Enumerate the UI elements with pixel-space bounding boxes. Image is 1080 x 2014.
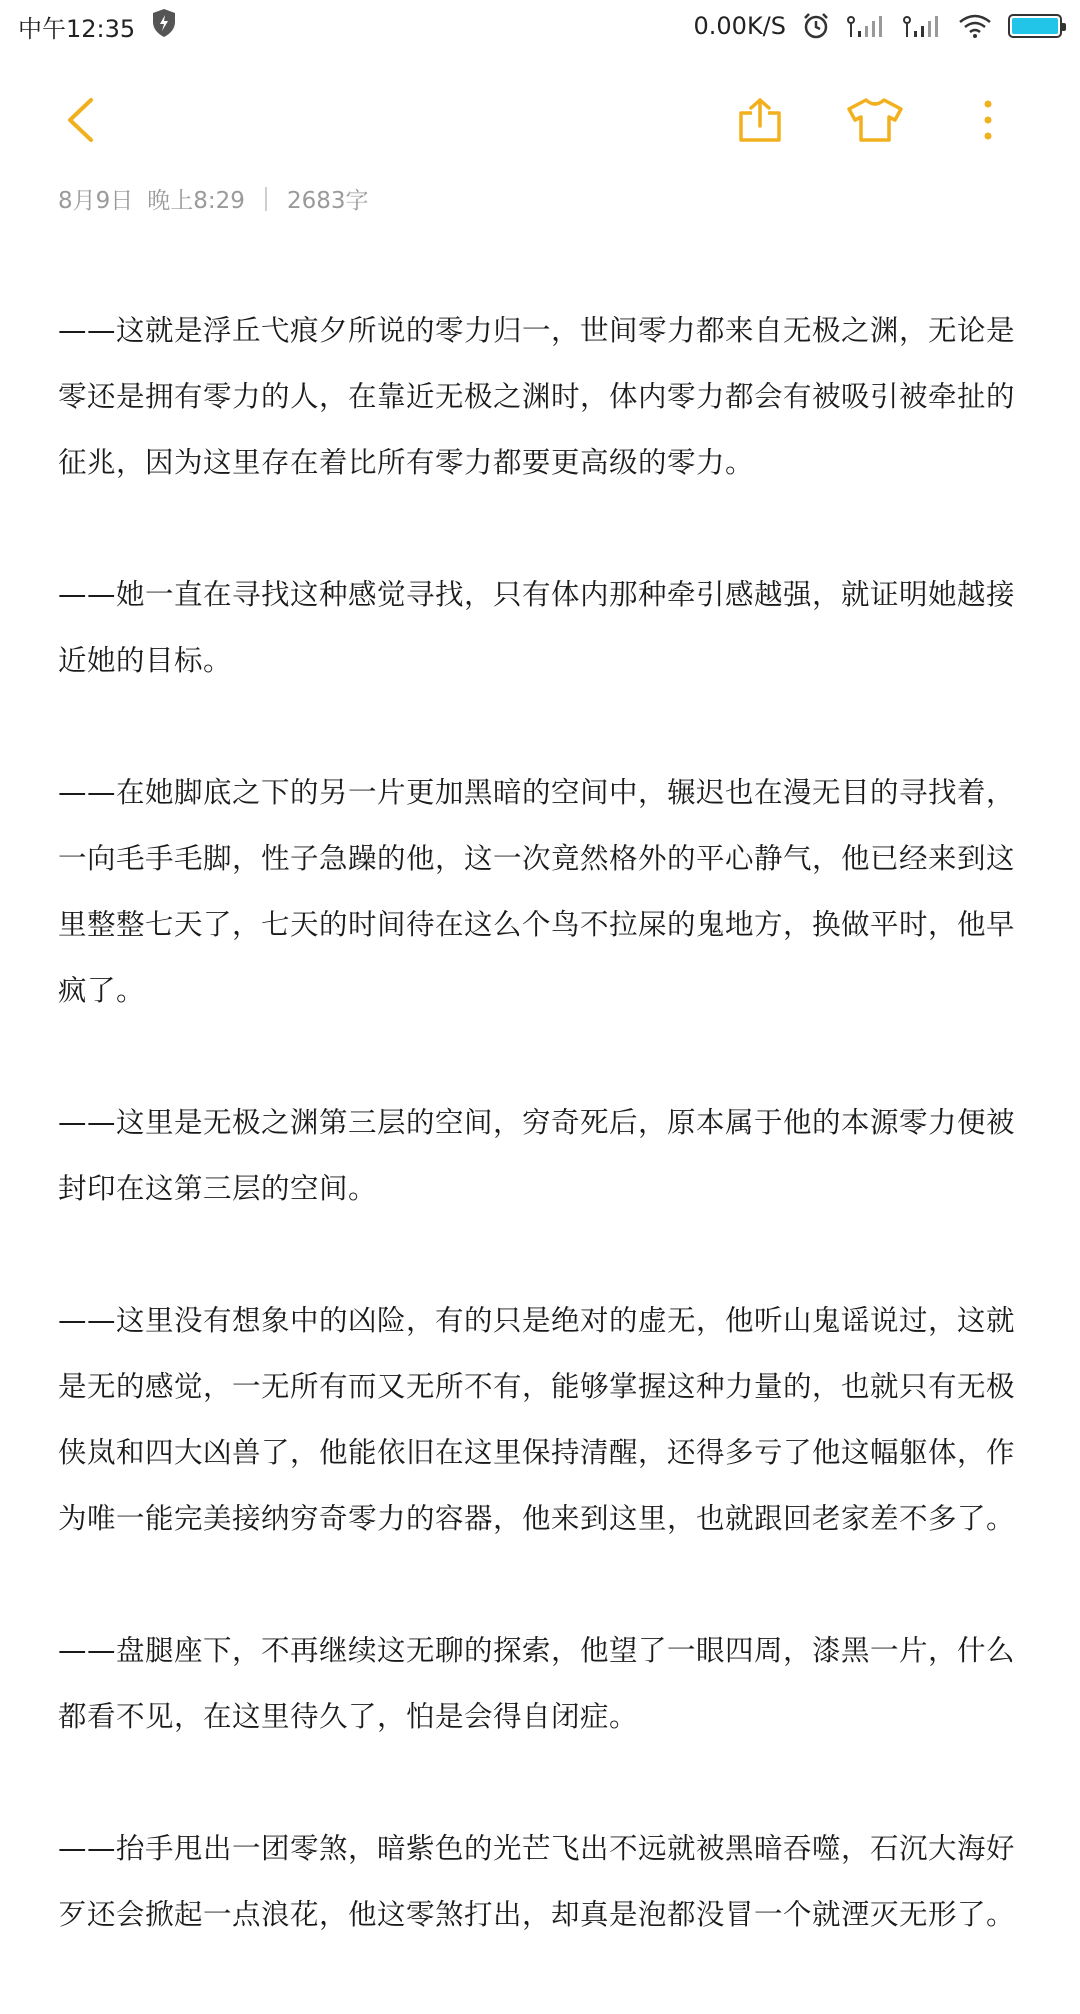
paragraph[interactable]: ——这里没有想象中的凶险，有的只是绝对的虚无，他听山鬼谣说过，这就是无的感觉，一无所有而又无所不有，能够掌握这种力量的，也就只有无极侠岚和四大凶兽了，他能依旧在这里保持清醒，还得多亏了他这幅躯体，作为唯一能完美接纳穷奇零力的容器，他来到这里，也就跟回老家差不多了。 <box>58 1304 1016 1535</box>
chevron-left-icon <box>65 97 95 143</box>
battery-icon <box>1008 14 1062 38</box>
status-time: 中午12:35 <box>18 14 136 43</box>
note-date: 8月9日 <box>58 188 134 214</box>
alarm-icon <box>802 12 830 40</box>
paragraph[interactable]: ——她一直在寻找这种感觉寻找，只有体内那种牵引感越强，就证明她越接近她的目标。 <box>58 578 1016 677</box>
note-toolbar <box>0 80 1080 160</box>
net-speed: 0.00K/S <box>693 12 786 40</box>
note-meta <box>58 182 368 215</box>
share-icon <box>737 97 783 143</box>
share-button[interactable] <box>728 80 792 160</box>
back-button[interactable] <box>50 80 110 160</box>
more-options-button[interactable] <box>968 80 1008 160</box>
theme-skin-button[interactable] <box>840 80 910 160</box>
more-vertical-icon <box>983 99 993 141</box>
shield-icon <box>151 8 177 44</box>
paragraph[interactable]: ——在她脚底之下的另一片更加黑暗的空间中，辗迟也在漫无目的寻找着，一向毛手毛脚，性子急躁的他，这一次竟然格外的平心静气，他已经来到这里整整七天了，七天的时间待在这么个鸟不拉屎的鬼地方，换做平时，他早疯了。 <box>58 776 1016 1007</box>
signal-1-icon <box>846 13 886 39</box>
status-left <box>18 8 177 44</box>
signal-2-icon <box>902 13 942 39</box>
tshirt-icon <box>846 97 904 143</box>
note-content[interactable] <box>58 298 1026 2014</box>
meta-divider <box>265 187 267 211</box>
wifi-icon <box>958 13 992 39</box>
status-bar <box>0 0 1080 52</box>
status-right <box>694 12 1063 40</box>
paragraph[interactable]: ——这里是无极之渊第三层的空间，穷奇死后，原本属于他的本源零力便被封印在这第三层的空间。 <box>58 1106 1016 1205</box>
paragraph[interactable]: ——盘腿座下，不再继续这无聊的探索，他望了一眼四周，漆黑一片，什么都看不见，在这里待久了，怕是会得自闭症。 <box>58 1634 1016 1733</box>
battery-level <box>1012 18 1058 34</box>
note-time: 晚上8:29 <box>147 188 245 214</box>
word-count: 2683字 <box>286 188 369 214</box>
paragraph[interactable]: ——这就是浮丘弋痕夕所说的零力归一，世间零力都来自无极之渊，无论是零还是拥有零力的人，在靠近无极之渊时，体内零力都会有被吸引被牵扯的征兆，因为这里存在着比所有零力都要更高级的零力。 <box>58 314 1016 479</box>
paragraph[interactable]: ——抬手甩出一团零煞，暗紫色的光芒飞出不远就被黑暗吞噬，石沉大海好歹还会掀起一点浪花，他这零煞打出，却真是泡都没冒一个就湮灭无形了。 <box>58 1832 1016 1931</box>
